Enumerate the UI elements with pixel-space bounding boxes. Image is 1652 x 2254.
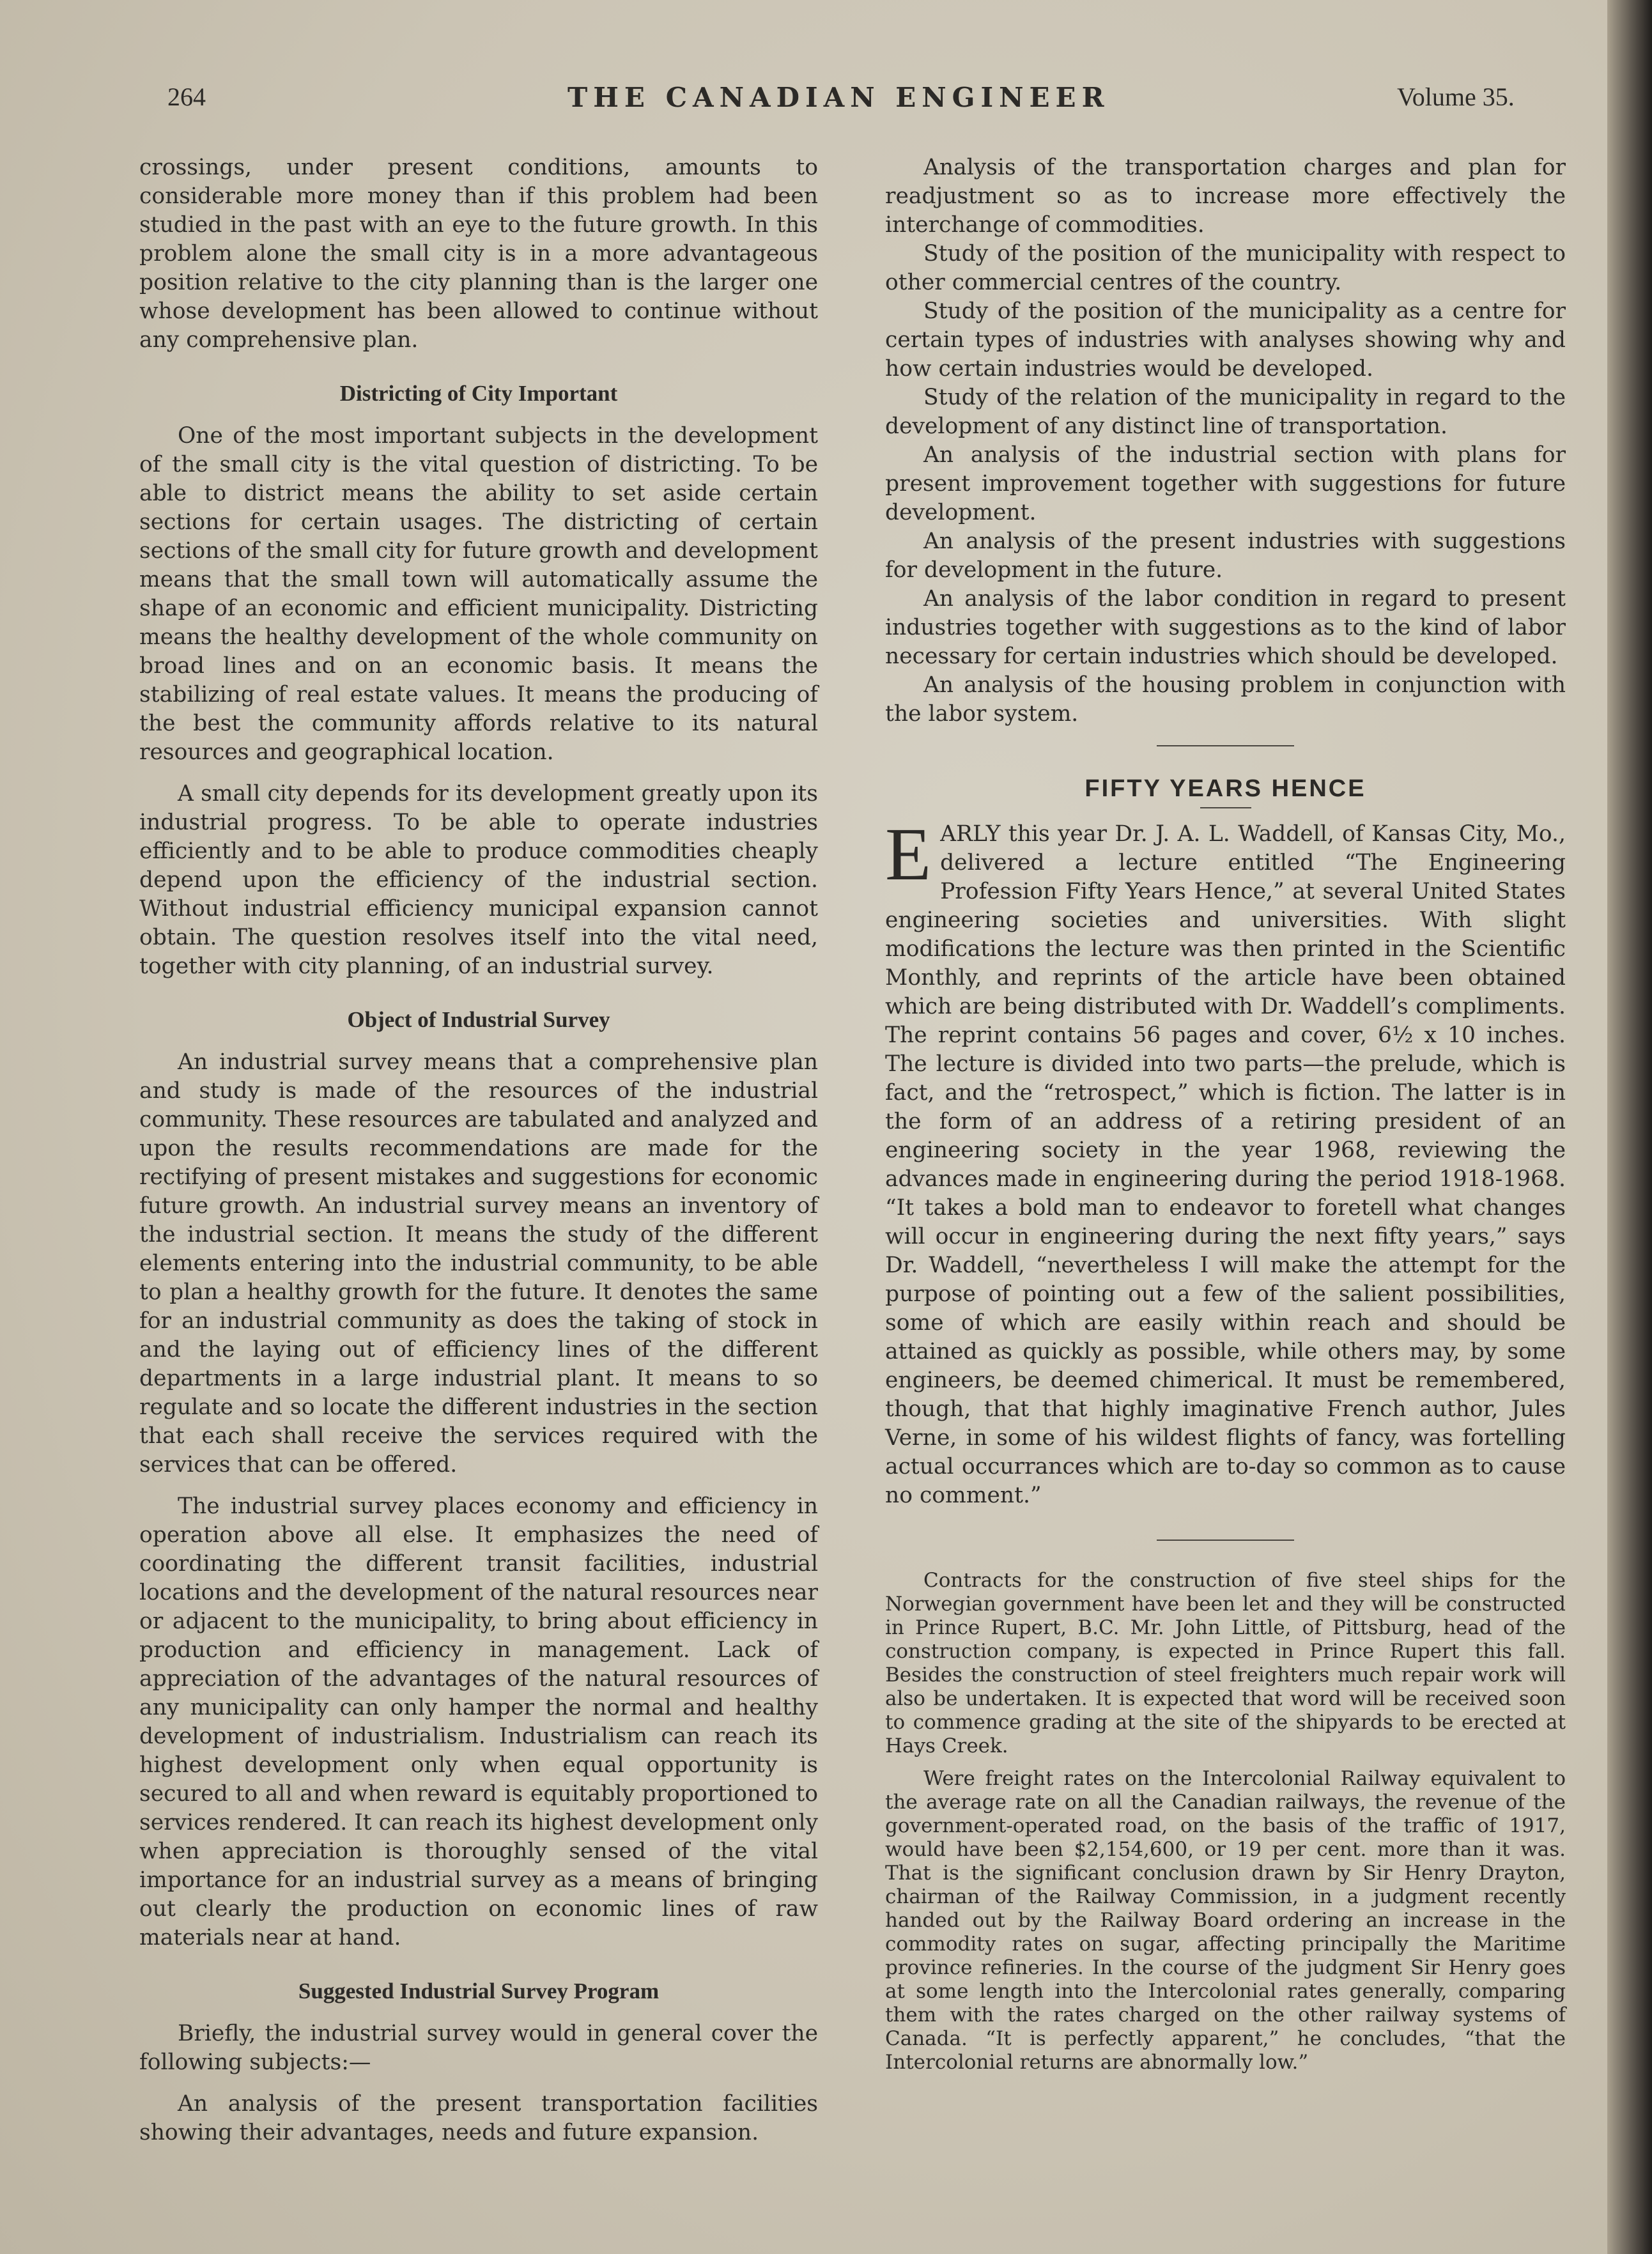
drop-cap: E: [885, 812, 932, 896]
paragraph: Briefly, the industrial survey would in general cover the following subjects:—: [139, 2021, 818, 2075]
article-paragraph: [885, 812, 1566, 1510]
page-number: 264: [167, 82, 206, 111]
continued-paragraph: crossings, under present conditions, amounts to considerable more money than if this problem had been studied in the past with an eye to the future growth. In this problem alone the small city is in a more advantageous position relative to the city planning than is the larger one whose development has been allowed to continue without any comprehensive plan.: [139, 155, 818, 353]
list-item: An analysis of the industrial section with plans for present improvement together with suggestions for future development.: [885, 442, 1566, 525]
section-heading-object: Object of Industrial Survey: [347, 1007, 610, 1032]
list-item: Study of the relation of the municipality in regard to the development of any distinct line of transportation.: [885, 385, 1566, 439]
title-underline: [1200, 807, 1251, 808]
list-item: An analysis of the housing problem in conjunction with the labor system.: [885, 672, 1566, 727]
right-column: [885, 153, 1566, 2074]
list-item: Analysis of the transportation charges and plan for readjustment so as to increase more effectively the interchange of commodities.: [885, 155, 1566, 238]
news-note-ships: Contracts for the construction of five steel ships for the Norwegian government have been let and they will be constructed in Prince Rupert, B.C. Mr. John Little, of Pittsburg, head of the construction company, is expected in Prince Rupert this fall. Besides the construction of steel freighters much repair work will also be undertaken. It is expected that word will be received soon to commence grading at the site of the shipyards to be erected at Hays Creek.: [885, 1569, 1566, 1757]
news-notes: [885, 1569, 1566, 2074]
paragraph: A small city depends for its development greatly upon its industrial progress. To be able to operate industries efficiently and to be able to produce commodities cheaply depend upon the efficiency of the industrial section. Without industrial efficiency municipal expansion cannot obtain. The question resolves itself into the vital need, together with city planning, of an industrial survey.: [139, 781, 818, 979]
article-body: ARLY this year Dr. J. A. L. Waddell, of Kansas City, Mo., delivered a lecture entitled “The Engineering Profession Fifty Years Hence,” at several United States engineering societies and universities. With slight modifications the lecture was then printed in the Scientific Monthly, and reprints of the article have been obtained which are being distributed with Dr. Waddell’s compliments. The reprint contains 56 pages and cover, 6½ x 10 inches. The lecture is divided into two parts—the prelude, which is fact, and the “retrospect,” which is fiction. The latter is in the form of an address of a retiring president of an engineering society in the year 1968, reviewing the advances made in engineering during the period 1918-1968. “It takes a bold man to endeavor to foretell what changes will occur in engineering during the next fifty years,” says Dr. Waddell, “nevertheless I will make the attempt for the purpose of pointing out a few of the salient possibilities, some of which are easily within reach and should be attained as quickly as possible, while others may, by some engineers, be deemed chimerical. It must be remembered, though, that that highly imaginative French author, Jules Verne, in some of his wildest flights of fancy, was fortelling actual occurrances which are to-day so common as to cause no comment.”: [885, 821, 1566, 1508]
list-item: An analysis of the present industries with suggestions for development in the future.: [885, 529, 1566, 583]
article-title: FIFTY YEARS HENCE: [1085, 775, 1366, 802]
left-column: [139, 153, 818, 2147]
paragraph: The industrial survey places economy and efficiency in operation above all else. It emphasizes the need of coordinating the different transit facilities, industrial locations and the development of the natural resources near or adjacent to the municipality, to bring about efficiency in production and efficiency in management. Lack of appreciation of the advantages of the natural resources of any municipality can only hamper the normal and healthy development of industrialism. Industrialism can reach its highest development only when equal opportunity is secured to all and when reward is equitably proportioned to services rendered. It can reach its highest development only when appreciation is thoroughly sensed of the vital importance for an industrial survey as a means of bringing out clearly the production on economic lines of raw materials near at hand.: [139, 1494, 818, 1950]
list-item: Study of the position of the municipality as a centre for certain types of industries with analyses showing why and how certain industries would be developed.: [885, 298, 1566, 382]
paragraph: An analysis of the present transportation facilities showing their advantages, needs and future expansion.: [139, 2091, 818, 2145]
paragraph: An industrial survey means that a comprehensive plan and study is made of the resources of the industrial community. These resources are tabulated and analyzed and upon the results recommendations are made for the rectifying of present mistakes and suggestions for economic future growth. An industrial survey means an inventory of the industrial section. It means the study of the different elements entering into the industrial community, to be able to plan a healthy growth for the future. It denotes the same for an industrial community as does the taking of stock in and the laying out of efficiency lines of the different departments in a large industrial plant. It means to so regulate and so locate the different industries in the section that each shall receive the services required with the services that can be offered.: [139, 1049, 818, 1478]
journal-title: THE CANADIAN ENGINEER: [567, 82, 1110, 113]
page-header: [0, 82, 1652, 120]
news-note-freight-rates: Were freight rates on the Intercolonial Railway equivalent to the average rate on all the Canadian railways, the revenue of the government-operated road, on the basis of the traffic of 1917, would have been $2,154,600, or 19 per cent. more than it was. That is the significant conclusion drawn by Sir Henry Drayton, chairman of the Railway Commission, in a judgment recently handed out by the Railway Board ordering an increase in the commodity rates on sugar, affecting principally the Maritime province refineries. In the course of the judgment Sir Henry goes at some length into the Intercolonial rates generally, comparing them with the rates charged on the other railway systems of Canada. “It is perfectly apparent,” he concludes, “that the Intercolonial returns are abnormally low.”: [885, 1767, 1566, 2074]
list-item: Study of the position of the municipality with respect to other commercial centres of the country.: [885, 241, 1566, 295]
list-item: An analysis of the labor condition in regard to present industries together with suggestions as to the kind of labor necessary for certain industries which should be developed.: [885, 586, 1566, 669]
divider-rule: [1157, 745, 1294, 746]
section-heading-districting: Districting of City Important: [339, 381, 618, 406]
divider-rule: [1157, 1540, 1294, 1541]
section-heading-program: Suggested Industrial Survey Program: [298, 1979, 660, 2003]
volume-label: Volume 35.: [1397, 82, 1515, 111]
paragraph: One of the most important subjects in the development of the small city is the vital question of districting. To be able to district means the ability to set aside certain sections for certain usages. The districting of certain sections of the small city for future growth and development means that the small town will automatically assume the shape of an economic and efficient municipality. Districting means the healthy development of the whole community on broad lines and on an economic basis. It means the stabilizing of real estate values. It means the producing of the best the community affords relative to its natural resources and geographical location.: [139, 423, 818, 765]
book-spine-shadow: [1607, 0, 1652, 2254]
